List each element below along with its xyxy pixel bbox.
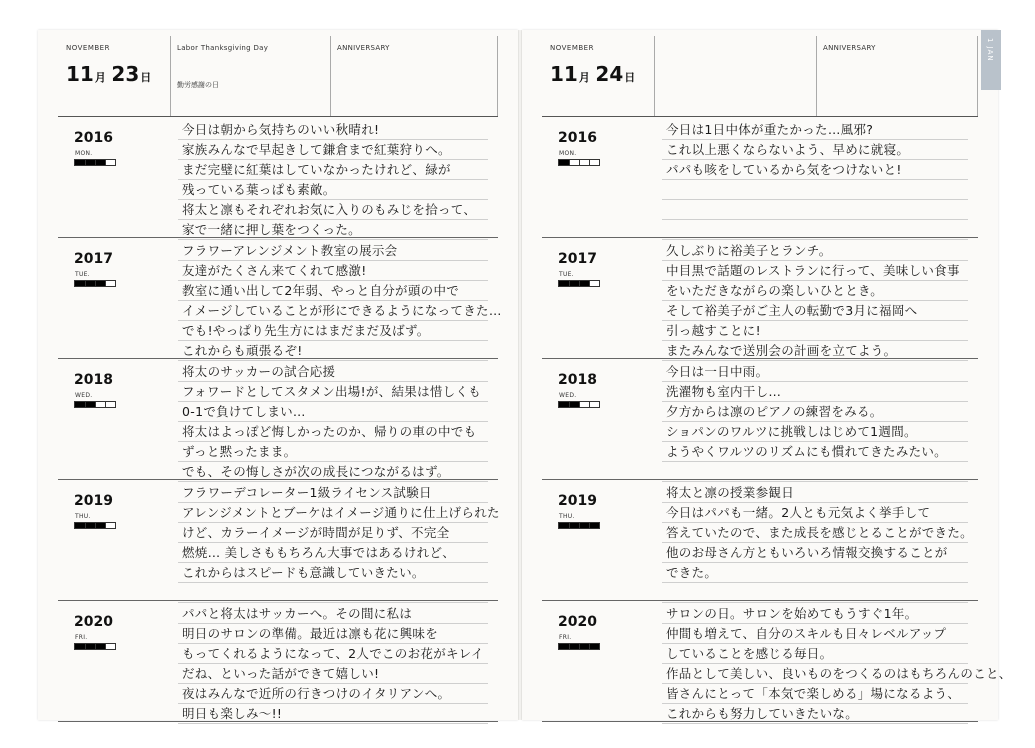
month-label: NOVEMBER [66, 44, 110, 52]
entry-weekday: TUE. [75, 271, 90, 278]
entry-text [178, 604, 488, 721]
entry-line: ずっと黙ったまま。 [178, 442, 488, 462]
year-entry [542, 600, 1012, 722]
mood-meter-divider [579, 523, 580, 528]
entry-year: 2019 [558, 493, 597, 509]
entry-weekday: MON. [559, 150, 577, 157]
date-cell [542, 36, 654, 116]
entry-line: 他のお母さん方ともいろいろ情報交換することが [662, 543, 968, 563]
mood-meter [558, 280, 600, 287]
entry-line: これからはスピードも意識していきたい。 [178, 563, 488, 583]
entry-line: フラワーアレンジメント教室の展示会 [178, 241, 488, 261]
mood-meter-divider [85, 160, 86, 165]
entry-line: 仲間も増えて、自分のスキルも日々レベルアップ [662, 624, 968, 644]
entry-line: でも!やっぱり先生方にはまだまだ及ばず。 [178, 321, 488, 341]
entry-line: まだ完璧に紅葉はしていなかったけれど、緑が [178, 160, 488, 180]
month-unit: 月 [578, 71, 590, 84]
mood-meter [558, 159, 600, 166]
entry-line: していることを感じる毎日。 [662, 644, 968, 664]
month-index-tab[interactable] [981, 30, 1001, 90]
entry-line: できた。 [662, 563, 968, 583]
entry-year: 2017 [74, 251, 113, 267]
month-index-label: 1 JAN [986, 38, 994, 62]
entry-text [178, 362, 488, 479]
mood-meter-divider [569, 644, 570, 649]
entry-year: 2016 [74, 130, 113, 146]
mood-meter-divider [85, 281, 86, 286]
entry-text [662, 604, 1012, 721]
mood-meter-divider [85, 644, 86, 649]
day-unit: 日 [140, 71, 152, 84]
entry-text [178, 120, 488, 237]
entry-weekday: THU. [559, 513, 575, 520]
entry-line: けど、カラーイメージが時間が足りず、不完全 [178, 523, 488, 543]
anniversary-cell [330, 36, 498, 116]
entry-line: これ以上悪くならないよう、早めに就寝。 [662, 140, 968, 160]
page-header [542, 36, 978, 117]
mood-meter-fill [75, 281, 105, 286]
date-display [550, 62, 635, 86]
mood-meter-fill [559, 160, 569, 165]
year-entry [542, 358, 978, 480]
mood-meter [74, 643, 116, 650]
mood-meter-divider [105, 160, 106, 165]
mood-meter-divider [85, 402, 86, 407]
entry-weekday: TUE. [559, 271, 574, 278]
month-number: 11 [66, 62, 94, 86]
year-entry [58, 237, 502, 359]
entry-weekday: FRI. [75, 634, 88, 641]
year-entry [58, 600, 498, 722]
mood-meter-fill [75, 644, 105, 649]
month-unit: 月 [94, 71, 106, 84]
entry-weekday: WED. [75, 392, 93, 399]
entry-line: 明日のサロンの準備。最近は凛も花に興味を [178, 624, 488, 644]
entry-line: そして裕美子がご主人の転勤で3月に福岡へ [662, 301, 968, 321]
entry-year: 2020 [558, 614, 597, 630]
diary-page-left [38, 30, 518, 720]
entry-text [662, 120, 968, 237]
entry-year: 2018 [558, 372, 597, 388]
entry-line: 将太のサッカーの試合応援 [178, 362, 488, 382]
anniversary-label: ANNIVERSARY [823, 44, 876, 52]
entry-year: 2019 [74, 493, 113, 509]
entry-line: フォワードとしてスタメン出場!が、結果は惜しくも [178, 382, 488, 402]
mood-meter-divider [569, 523, 570, 528]
anniversary-cell [816, 36, 978, 116]
mood-meter-divider [589, 644, 590, 649]
entry-line: 答えていたので、また成長を感じとることができた。 [662, 523, 968, 543]
entry-line: 今日はパパも一緒。2人とも元気よく挙手して [662, 503, 968, 523]
entry-line [662, 200, 968, 220]
entry-line: 友達がたくさん来てくれて感激! [178, 261, 488, 281]
mood-meter [74, 401, 116, 408]
entry-line: 家族みんなで早起きして鎌倉まで紅葉狩りへ。 [178, 140, 488, 160]
mood-meter-divider [589, 402, 590, 407]
day-number: 24 [595, 62, 624, 86]
mood-meter-divider [579, 644, 580, 649]
mood-meter-divider [105, 523, 106, 528]
mood-meter [558, 643, 600, 650]
entry-line: フラワーデコレーター1級ライセンス試験日 [178, 483, 488, 503]
date-cell [58, 36, 170, 116]
mood-meter [74, 159, 116, 166]
entry-line: 将太と凛の授業参観日 [662, 483, 968, 503]
entry-text [662, 362, 968, 479]
holiday-english: Labor Thanksgiving Day [177, 44, 269, 52]
holiday-cell [170, 36, 331, 116]
date-display [66, 62, 151, 86]
entry-line: 家で一緒に押し葉をつくった。 [178, 220, 488, 240]
entry-line: これからも頑張るぞ! [178, 341, 488, 361]
entry-line: 将太はよっぽど悔しかったのか、帰りの車の中でも [178, 422, 488, 442]
entry-year: 2017 [558, 251, 597, 267]
entry-line: 今日は1日中体が重たかった…風邪? [662, 120, 968, 140]
mood-meter-fill [75, 160, 105, 165]
entry-weekday: MON. [75, 150, 93, 157]
entry-line: ようやくワルツのリズムにも慣れてきたみたい。 [662, 442, 968, 462]
mood-meter-divider [569, 281, 570, 286]
year-entry [542, 237, 978, 359]
entry-line: 今日は朝から気持ちのいい秋晴れ! [178, 120, 488, 140]
entry-line: パパも咳をしているから気をつけないと! [662, 160, 968, 180]
entry-line: イメージしていることが形にできるようになってきた… [178, 301, 488, 321]
mood-meter-divider [569, 402, 570, 407]
mood-meter-divider [105, 644, 106, 649]
mood-meter-divider [105, 402, 106, 407]
entry-line: をいただきながらの楽しいひととき。 [662, 281, 968, 301]
entry-text [662, 241, 968, 358]
entry-text [178, 483, 500, 600]
entry-text [178, 241, 502, 358]
entry-line: 燃焼… 美しさももちろん大事ではあるけれど、 [178, 543, 488, 563]
entry-line: 洗濯物も室内干し… [662, 382, 968, 402]
mood-meter-divider [95, 160, 96, 165]
mood-meter-divider [589, 160, 590, 165]
year-entry [542, 116, 978, 238]
mood-meter [74, 522, 116, 529]
entry-line: 皆さんにとって「本気で楽しめる」場になるよう、 [662, 684, 968, 704]
entry-weekday: FRI. [559, 634, 572, 641]
year-entry [58, 479, 498, 601]
mood-meter-divider [105, 281, 106, 286]
entry-line: 今日は一日中雨。 [662, 362, 968, 382]
mood-meter-divider [85, 523, 86, 528]
mood-meter-divider [579, 281, 580, 286]
diary-page-right [522, 30, 1012, 721]
entry-line: 教室に通い出して2年弱、やっと自分が頭の中で [178, 281, 488, 301]
entry-line [662, 180, 968, 200]
entry-line: 夜はみんなで近所の行きつけのイタリアンへ。 [178, 684, 488, 704]
mood-meter-divider [589, 523, 590, 528]
entry-line: またみんなで送別会の計画を立てよう。 [662, 341, 968, 361]
entry-line: だね、といった話ができて嬉しい! [178, 664, 488, 684]
mood-meter-fill [559, 281, 589, 286]
month-label: NOVEMBER [550, 44, 594, 52]
entry-line: もってくれるようになって、2人でこのお花がキレイ [178, 644, 488, 664]
entry-line: パパと将太はサッカーへ。その間に私は [178, 604, 488, 624]
mood-meter-divider [579, 402, 580, 407]
month-number: 11 [550, 62, 578, 86]
entry-weekday: THU. [75, 513, 91, 520]
mood-meter-fill [75, 523, 105, 528]
entry-line: でも、その悔しさが次の成長につながるはず。 [178, 462, 488, 482]
day-number: 23 [111, 62, 140, 86]
mood-meter [558, 401, 600, 408]
entry-year: 2020 [74, 614, 113, 630]
mood-meter-divider [569, 160, 570, 165]
entry-year: 2018 [74, 372, 113, 388]
mood-meter [74, 280, 116, 287]
year-entry [58, 116, 498, 238]
year-entry [542, 479, 978, 601]
page-header [58, 36, 498, 117]
entry-line: 引っ越すことに! [662, 321, 968, 341]
entry-line: 将太と凛もそれぞれお気に入りのもみじを拾って、 [178, 200, 488, 220]
mood-meter-divider [589, 281, 590, 286]
mood-meter-divider [95, 523, 96, 528]
mood-meter-divider [95, 402, 96, 407]
entry-line: 0-1で負けてしまい… [178, 402, 488, 422]
entry-line: 明日も楽しみ〜!! [178, 704, 488, 724]
anniversary-label: ANNIVERSARY [337, 44, 390, 52]
entry-line: 残っている葉っぱも素敵。 [178, 180, 488, 200]
entry-line: これからも努力していきたいな。 [662, 704, 968, 724]
mood-meter-divider [95, 644, 96, 649]
entry-line: 中目黒で話題のレストランに行って、美味しい食事 [662, 261, 968, 281]
entry-line: 久しぶりに裕美子とランチ。 [662, 241, 968, 261]
entry-weekday: WED. [559, 392, 577, 399]
year-entry [58, 358, 498, 480]
entry-text [662, 483, 973, 600]
holiday-japanese: 勤労感謝の日 [177, 81, 219, 89]
entry-line: 作品として美しい、良いものをつくるのはもちろんのこと、 [662, 664, 968, 684]
day-unit: 日 [624, 71, 636, 84]
mood-meter-divider [95, 281, 96, 286]
entry-line: サロンの日。サロンを始めてもうすぐ1年。 [662, 604, 968, 624]
mood-meter-divider [579, 160, 580, 165]
entry-line: アレンジメントとブーケはイメージ通りに仕上げられた [178, 503, 488, 523]
holiday-cell [654, 36, 817, 116]
entry-line: ショパンのワルツに挑戦しはじめて1週間。 [662, 422, 968, 442]
entry-year: 2016 [558, 130, 597, 146]
entry-line: 夕方からは凛のピアノの練習をみる。 [662, 402, 968, 422]
mood-meter [558, 522, 600, 529]
